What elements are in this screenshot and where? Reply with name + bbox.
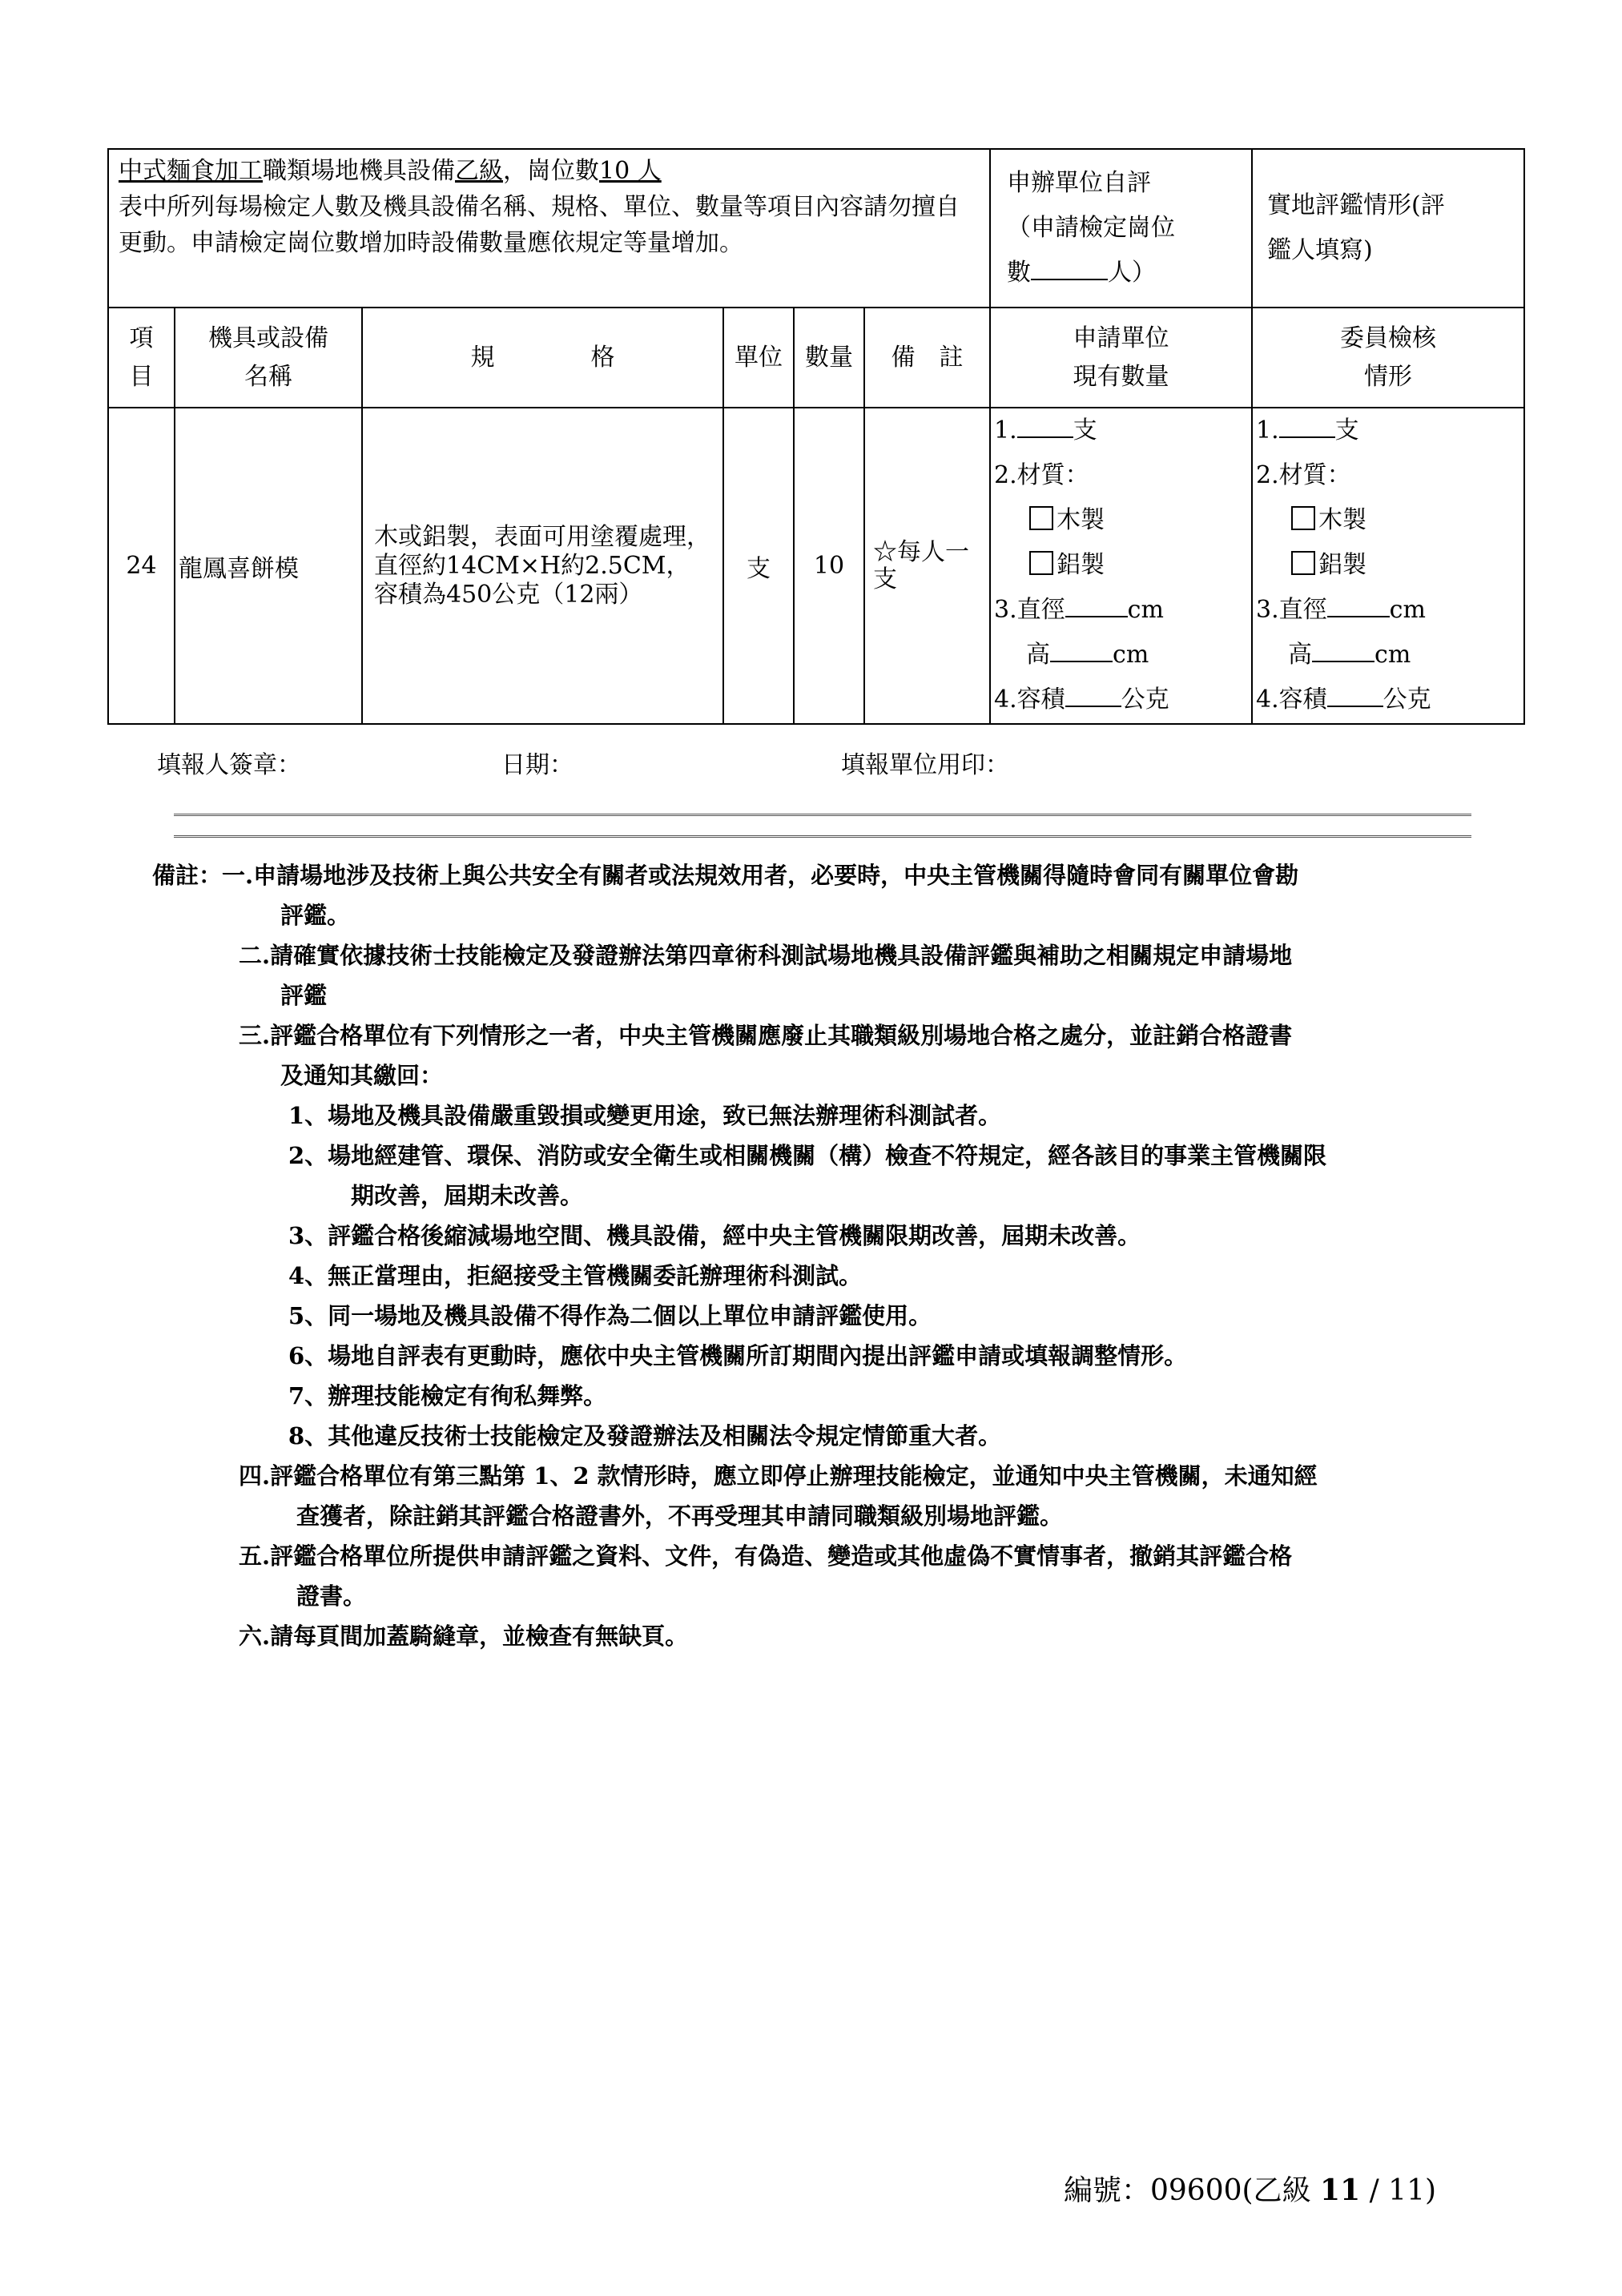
quantity-blank[interactable] — [1279, 412, 1335, 439]
note-line: 五.評鑑合格單位所提供申請評鑑之資料、文件，有偽造、變造或其他虛偽不實情事者，撤銷其評鑑合格 — [239, 1542, 1293, 1570]
row-item: 24 — [108, 408, 175, 724]
aluminum-checkbox[interactable] — [1029, 551, 1053, 575]
note-line: 及通知其繳回： — [280, 1062, 444, 1089]
self-eval-label: （申請檢定崗位 — [1007, 214, 1176, 242]
title-line-3: 更動。申請檢定崗位數增加時設備數量應依規定等量增加。 — [119, 229, 743, 257]
date-label: 日期： — [501, 751, 574, 779]
checklist-text: cm — [1127, 596, 1164, 624]
diameter-blank[interactable] — [1327, 591, 1390, 618]
volume-blank[interactable] — [1065, 681, 1121, 708]
checklist-text: 2.材質： — [994, 461, 1089, 489]
quantity-blank[interactable] — [1017, 412, 1073, 439]
wood-checkbox[interactable] — [1029, 506, 1053, 530]
signer-signature-label: 填報人簽章： — [157, 751, 301, 779]
current-quantity-checklist — [990, 408, 1252, 724]
note-line: 四.評鑑合格單位有第三點第 1、2 款情形時，應立即停止辦理技能檢定，並通知中央主管機關，未通知經 — [239, 1462, 1318, 1490]
note-line: 4、無正當理由，拒絕接受主管機關委託辦理術科測試。 — [288, 1262, 863, 1289]
table-row — [108, 408, 1524, 724]
height-blank[interactable] — [1312, 636, 1374, 663]
header-review — [1252, 308, 1524, 408]
note-line: 期改善，屆期未改善。 — [351, 1182, 584, 1209]
header-text: 項 — [129, 324, 154, 352]
footer-text: / 11) — [1369, 2174, 1437, 2207]
equipment-table — [107, 148, 1525, 725]
volume-blank[interactable] — [1327, 681, 1383, 708]
note-line: 二.請確實依據技術士技能檢定及發證辦法第四章術科測試場地機具設備評鑑與補助之相關規定申請場地 — [239, 942, 1293, 969]
row-qty: 10 — [794, 408, 864, 724]
notes-section — [152, 855, 1498, 1656]
checklist-text: cm — [1113, 641, 1149, 669]
header-text: 現有數量 — [1073, 362, 1169, 391]
note-line: 1、場地及機具設備嚴重毀損或變更用途，致已無法辦理術科測試者。 — [288, 1102, 1002, 1129]
header-remark: 備 註 — [864, 308, 990, 408]
checklist-text: 高 — [1026, 641, 1051, 669]
self-eval-label: 申辦單位自評 — [1007, 169, 1152, 197]
note-line: 5、同一場地及機具設備不得作為二個以上單位申請評鑑使用。 — [288, 1302, 932, 1329]
row-unit: 支 — [723, 408, 794, 724]
grade-level: 乙級 — [455, 157, 503, 185]
checklist-text: 4.容積 — [994, 686, 1065, 714]
checklist-text: 木製 — [1057, 506, 1105, 534]
header-text: 名稱 — [244, 362, 292, 391]
title-text: 職類場地機具設備 — [263, 157, 455, 185]
double-divider — [174, 814, 1471, 838]
note-line: 查獲者，除註銷其評鑑合格證書外，不再受理其申請同職類級別場地評鑑。 — [296, 1502, 1064, 1530]
diameter-blank[interactable] — [1065, 591, 1128, 618]
note-line: 六.請每頁間加蓋騎縫章，並檢查有無缺頁。 — [239, 1622, 689, 1650]
aluminum-checkbox[interactable] — [1291, 551, 1315, 575]
table-title-cell — [108, 149, 990, 308]
header-text: 目 — [129, 362, 154, 391]
review-checklist — [1252, 408, 1524, 724]
header-current — [990, 308, 1252, 408]
checklist-text: cm — [1374, 641, 1411, 669]
wood-checkbox[interactable] — [1291, 506, 1315, 530]
checklist-text: 4.容積 — [1256, 686, 1327, 714]
header-text: 機具或設備 — [208, 324, 328, 352]
checklist-text: 高 — [1288, 641, 1313, 669]
note-line: 三.評鑑合格單位有下列情形之一者，中央主管機關應廢止其職類級別場地合格之處分，並註銷合格證書 — [239, 1022, 1293, 1049]
header-qty: 數量 — [794, 308, 864, 408]
self-eval-header — [990, 149, 1252, 308]
checklist-text: 公克 — [1121, 686, 1169, 714]
unit-stamp-label: 填報單位用印： — [841, 751, 1009, 779]
checklist-text: 公克 — [1383, 686, 1431, 714]
trade-name: 中式麵食加工 — [119, 157, 263, 185]
checklist-text: 1. — [994, 416, 1017, 444]
header-name — [175, 308, 362, 408]
header-unit: 單位 — [723, 308, 794, 408]
station-count: 10 人 — [599, 157, 662, 185]
self-eval-label: 數 — [1007, 259, 1032, 287]
checklist-text: 2.材質： — [1256, 461, 1351, 489]
site-eval-label: 實地評鑑情形(評 — [1267, 191, 1445, 219]
row-remark: ☆每人一支 — [864, 408, 990, 724]
checklist-text: 1. — [1256, 416, 1279, 444]
self-eval-label: 人） — [1108, 259, 1157, 287]
note-line: 評鑑。 — [280, 902, 351, 929]
header-item — [108, 308, 175, 408]
header-text: 申請單位 — [1073, 324, 1169, 352]
checklist-text: 支 — [1334, 416, 1359, 444]
note-line: 評鑑 — [280, 982, 328, 1009]
header-text: 委員檢核 — [1340, 324, 1437, 352]
row-name: 龍鳳喜餅模 — [175, 408, 362, 724]
header-text: 情形 — [1364, 362, 1413, 391]
title-text: ，崗位數 — [503, 157, 599, 185]
footer-text: 編號：09600(乙級 — [1064, 2174, 1311, 2207]
note-line: 8、其他違反技術士技能檢定及發證辦法及相關法令規定情節重大者。 — [288, 1422, 1002, 1450]
site-eval-header — [1252, 149, 1524, 308]
note-line: 3、評鑑合格後縮減場地空間、機具設備，經中央主管機關限期改善，屆期未改善。 — [288, 1222, 1141, 1249]
note-line: 證書。 — [296, 1582, 367, 1610]
checklist-text: 3.直徑 — [1256, 596, 1327, 624]
note-line: 備註：一.申請場地涉及技術上與公共安全有關者或法規效用者，必要時，中央主管機關得隨時會同有關單位會勘 — [152, 862, 1299, 889]
checklist-text: 鋁製 — [1057, 551, 1105, 579]
page-number-footer — [1064, 2168, 1436, 2209]
title-line-1 — [119, 153, 980, 189]
page-number: 11 — [1320, 2173, 1361, 2207]
checklist-text: 3.直徑 — [994, 596, 1065, 624]
header-spec: 規 格 — [362, 308, 723, 408]
title-line-2: 表中所列每場檢定人數及機具設備名稱、規格、單位、數量等項目內容請勿擅自 — [119, 193, 960, 221]
checklist-text: 鋁製 — [1318, 551, 1367, 579]
row-spec: 木或鋁製，表面可用塗覆處理，直徑約14CM×H約2.5CM，容積為450公克（12兩） — [362, 408, 723, 724]
site-eval-label: 鑑人填寫) — [1267, 236, 1373, 264]
note-line: 7、辦理技能檢定有徇私舞弊。 — [288, 1382, 607, 1409]
height-blank[interactable] — [1050, 636, 1113, 663]
checklist-text: 木製 — [1318, 506, 1367, 534]
checklist-text: cm — [1389, 596, 1426, 624]
station-count-blank[interactable] — [1031, 254, 1108, 281]
note-line: 6、場地自評表有更動時，應依中央主管機關所訂期間內提出評鑑申請或填報調整情形。 — [288, 1342, 1188, 1369]
note-line: 2、場地經建管、環保、消防或安全衛生或相關機關（構）檢查不符規定，經各該目的事業主管機關限 — [288, 1142, 1327, 1169]
checklist-text: 支 — [1073, 416, 1097, 444]
